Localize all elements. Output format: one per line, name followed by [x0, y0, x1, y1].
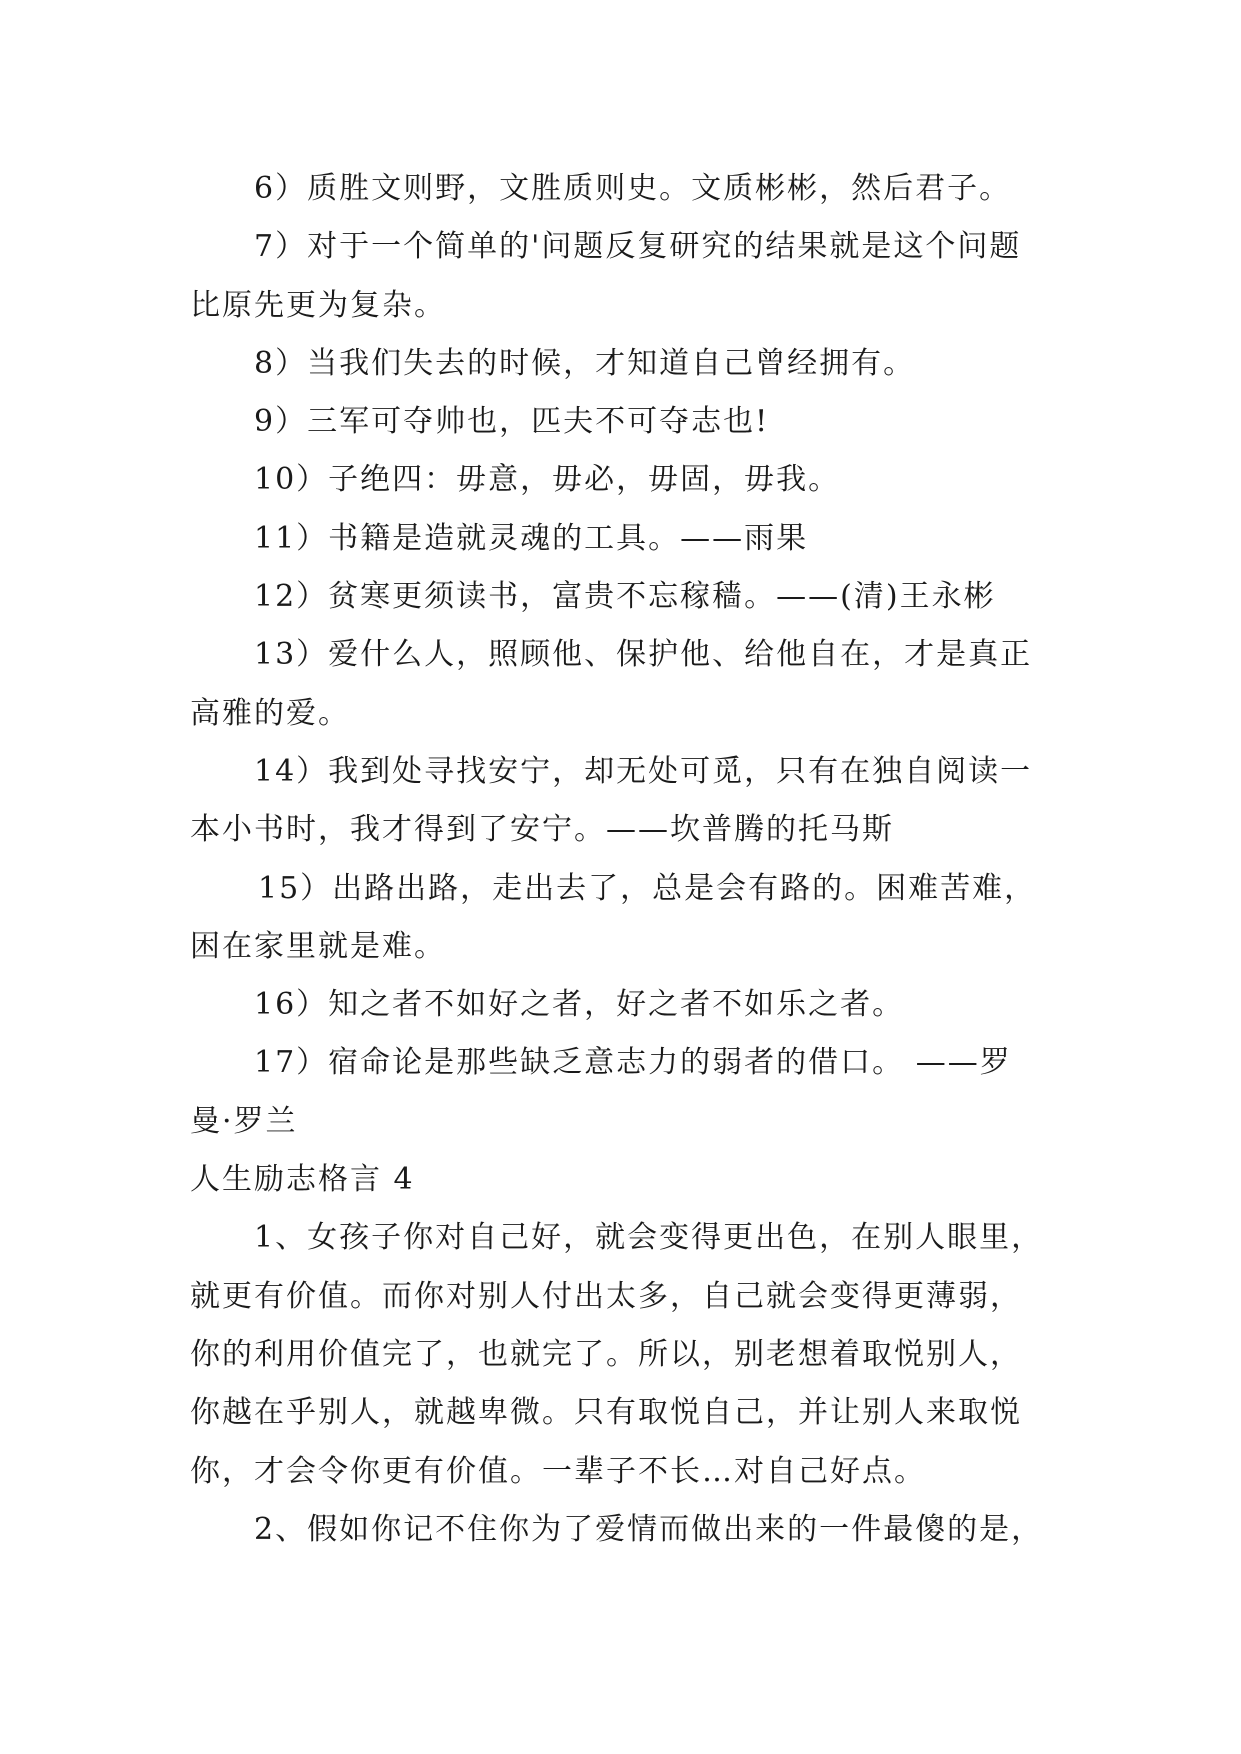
text-line: 你的利用价值完了，也就完了。所以，别老想着取悦别人，: [190, 1336, 1022, 1372]
text-line: 9）三军可夺帅也，匹夫不可夺志也!: [254, 404, 770, 440]
text-line: 15）出路出路，走出去了，总是会有路的。困难苦难，: [258, 870, 1037, 906]
text-line: 2、假如你记不住你为了爱情而做出来的一件最傻的是，: [254, 1511, 1044, 1547]
text-line: 12）贫寒更须读书，富贵不忘稼穑。——(清)王永彬: [254, 579, 996, 615]
text-line: 17）宿命论是那些缺乏意志力的弱者的借口。 ——罗: [254, 1045, 1012, 1081]
text-line: 比原先更为复杂。: [190, 287, 446, 323]
text-line: 1、女孩子你对自己好，就会变得更出色，在别人眼里，: [254, 1220, 1044, 1256]
text-line: 本小书时，我才得到了安宁。——坎普腾的托马斯: [190, 812, 894, 848]
text-line: 8）当我们失去的时候，才知道自己曾经拥有。: [254, 345, 916, 381]
text-line: 困在家里就是难。: [190, 928, 446, 964]
text-line: 11）书籍是造就灵魂的工具。——雨果: [254, 520, 809, 556]
text-line: 曼·罗兰: [190, 1103, 298, 1139]
document-body: [190, 160, 1050, 1559]
text-line: 14）我到处寻找安宁，却无处可觅，只有在独自阅读一: [254, 753, 1033, 789]
text-line: 你越在乎别人，就越卑微。只有取悦自己，并让别人来取悦: [190, 1395, 1022, 1431]
text-line: 13）爱什么人，照顾他、保护他、给他自在，才是真正: [254, 637, 1033, 673]
text-line: 7）对于一个简单的'问题反复研究的结果就是这个问题: [254, 229, 1022, 265]
text-line: 10）子绝四：毋意，毋必，毋固，毋我。: [254, 462, 841, 498]
text-line: 16）知之者不如好之者，好之者不如乐之者。: [254, 987, 905, 1023]
text-line: 就更有价值。而你对别人付出太多，自己就会变得更薄弱，: [190, 1278, 1022, 1314]
section-heading: 人生励志格言 4: [190, 1162, 415, 1198]
text-line: 6）质胜文则野，文胜质则史。文质彬彬，然后君子。: [254, 171, 1012, 206]
text-line: 你，才会令你更有价值。一辈子不长…对自己好点。: [190, 1453, 926, 1489]
text-line: 高雅的爱。: [190, 695, 350, 731]
